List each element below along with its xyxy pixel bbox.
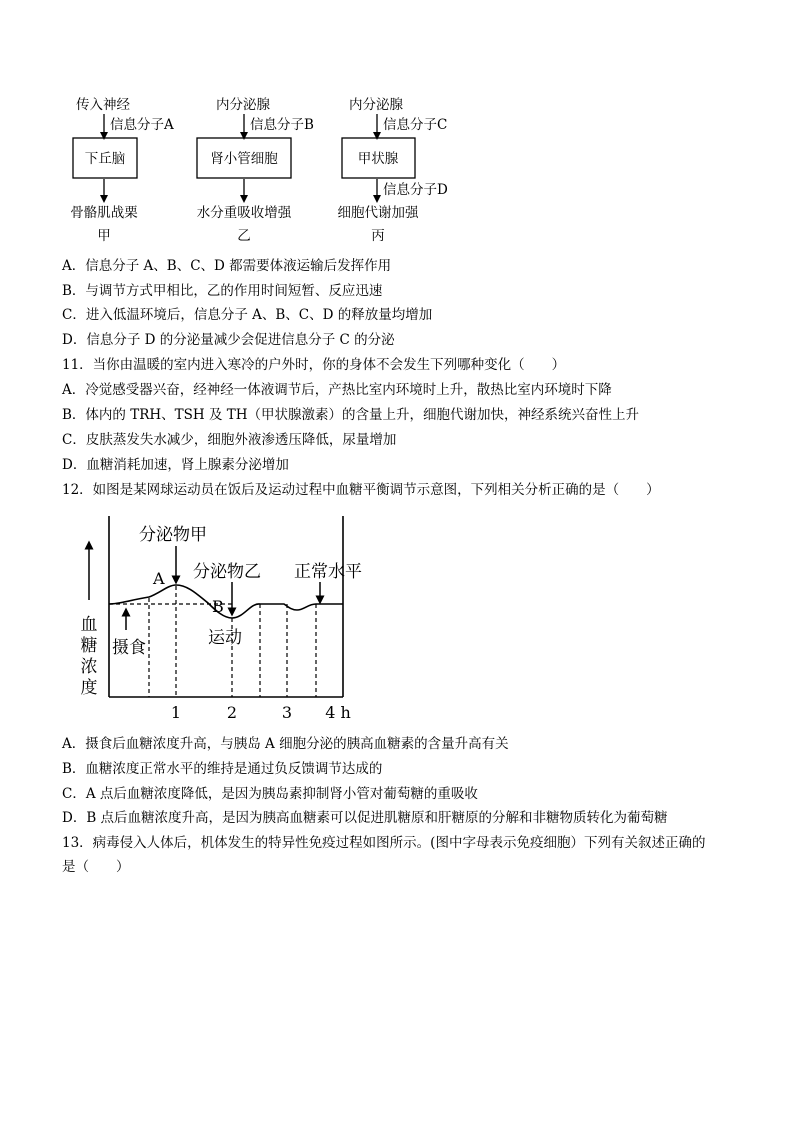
q11-option-b: B．体内的 TRH、TSH 及 TH（甲状腺激素）的含量上升，细胞代谢加快，神经系统兴奋性上升 bbox=[62, 407, 640, 423]
point-a-label: A bbox=[153, 569, 165, 588]
panel-1-result: 骨骼肌战栗 bbox=[70, 205, 138, 221]
y-label-char-1: 血 bbox=[80, 615, 98, 635]
q12-option-c: C．A 点后血糖浓度降低，是因为胰岛素抑制肾小管对葡萄糖的重吸收 bbox=[62, 786, 478, 802]
x-tick-2: 2 bbox=[226, 703, 238, 722]
q12-option-b: B．血糖浓度正常水平的维持是通过负反馈调节达成的 bbox=[62, 761, 383, 777]
label-secretion-a: 分泌物甲 bbox=[139, 525, 207, 545]
q11-stem: 11．当你由温暖的室内进入寒冷的户外时，你的身体不会发生下列哪种变化（ ） bbox=[62, 357, 566, 373]
q12-option-a: A．摄食后血糖浓度升高，与胰岛 A 细胞分泌的胰高血糖素的含量升高有关 bbox=[62, 736, 509, 752]
panel-3-tag: 丙 bbox=[371, 228, 385, 244]
panel-1-top-label: 传入神经 bbox=[76, 97, 130, 113]
glucose-curve bbox=[109, 585, 343, 618]
q10-option-c: C．进入低温环境后，信息分子 A、B、C、D 的释放量均增加 bbox=[62, 307, 433, 323]
panel-3-signal-in: 信息分子C bbox=[383, 117, 448, 133]
panel-3-result: 细胞代谢加强 bbox=[337, 205, 419, 221]
label-normal-level: 正常水平 bbox=[294, 562, 362, 582]
y-label-char-3: 浓 bbox=[80, 657, 98, 677]
panel-3-signal-out: 信息分子D bbox=[383, 182, 448, 198]
q12-stem: 12．如图是某网球运动员在饭后及运动过程中血糖平衡调节示意图，下列相关分析正确的是（ ） bbox=[62, 482, 660, 498]
y-label-char-2: 糖 bbox=[80, 636, 98, 656]
q13-stem-line-1: 13．病毒侵入人体后，机体发生的特异性免疫过程如图所示。(图中字母表示免疫细胞）下列有关叙述正确的 bbox=[62, 835, 706, 851]
x-tick-3: 3 bbox=[281, 703, 293, 722]
point-b-label: B bbox=[212, 597, 224, 616]
q10-option-b: B．与调节方式甲相比，乙的作用时间短暂、反应迅速 bbox=[62, 283, 383, 299]
blood-glucose-chart bbox=[0, 510, 794, 730]
x-tick-1: 1 bbox=[170, 703, 182, 722]
panel-1-tag: 甲 bbox=[97, 228, 111, 244]
panel-1-box-label: 下丘脑 bbox=[84, 151, 126, 167]
label-eat: 摄食 bbox=[112, 638, 146, 658]
label-exercise: 运动 bbox=[208, 628, 242, 648]
panel-1-signal-in: 信息分子A bbox=[110, 117, 174, 133]
x-tick-4: 4 h bbox=[325, 703, 351, 722]
panel-2-box-label: 肾小管细胞 bbox=[210, 151, 278, 167]
regulation-diagram bbox=[0, 90, 794, 340]
panel-2-result: 水分重吸收增强 bbox=[196, 205, 292, 221]
q10-option-a: A．信息分子 A、B、C、D 都需要体液运输后发挥作用 bbox=[62, 258, 392, 274]
q11-option-a: A．冷觉感受器兴奋，经神经一体液调节后，产热比室内环境时上升，散热比室内环境时下降 bbox=[62, 382, 612, 398]
panel-3-top-label: 内分泌腺 bbox=[349, 97, 403, 113]
label-secretion-b: 分泌物乙 bbox=[193, 562, 261, 582]
q13-stem-line-2: 是（ ） bbox=[62, 859, 130, 875]
q12-option-d: D．B 点后血糖浓度升高，是因为胰高血糖素可以促进肌糖原和肝糖原的分解和非糖物质转化为葡萄糖 bbox=[62, 810, 668, 826]
y-label-char-4: 度 bbox=[80, 678, 98, 698]
q11-option-c: C．皮肤蒸发失水减少，细胞外液渗透压降低，尿量增加 bbox=[62, 432, 397, 448]
panel-2-signal-in: 信息分子B bbox=[250, 117, 314, 133]
q11-option-d: D．血糖消耗加速，肾上腺素分泌增加 bbox=[62, 457, 289, 473]
panel-2-top-label: 内分泌腺 bbox=[216, 97, 270, 113]
q10-option-d: D．信息分子 D 的分泌量减少会促进信息分子 C 的分泌 bbox=[62, 332, 395, 348]
panel-3-box-label: 甲状腺 bbox=[357, 151, 399, 167]
panel-2-tag: 乙 bbox=[237, 228, 251, 244]
